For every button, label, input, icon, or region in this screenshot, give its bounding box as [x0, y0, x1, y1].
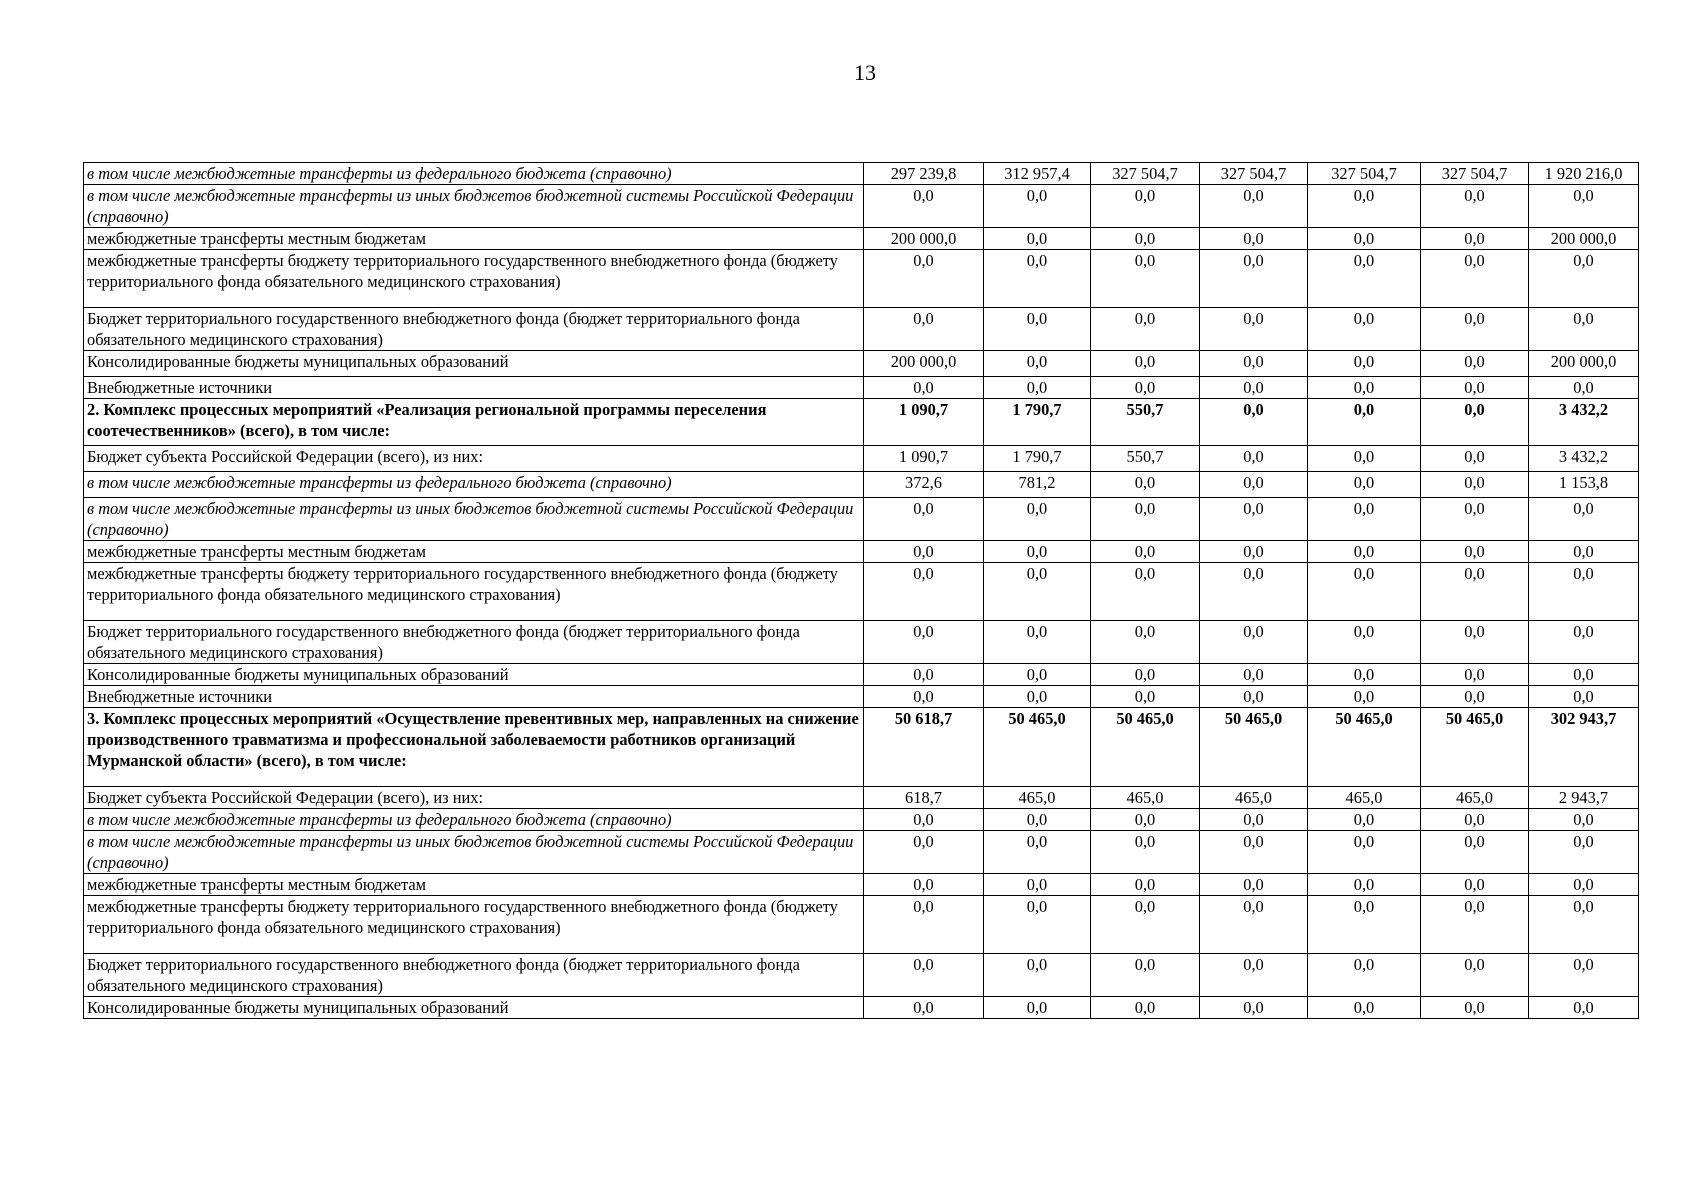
year-value: 0,0 [984, 686, 1091, 708]
row-label: Внебюджетные источники [84, 686, 864, 708]
year-value: 0,0 [1308, 377, 1421, 399]
total-value: 0,0 [1529, 621, 1639, 664]
row-label: Бюджет территориального государственного внебюджетного фонда (бюджет территориального фонда обязательного медицинского страхования) [84, 308, 864, 351]
table-row [84, 831, 1639, 874]
total-value: 3 432,2 [1529, 399, 1639, 446]
table-row [84, 954, 1639, 997]
year-value: 50 465,0 [1308, 708, 1421, 787]
year-value: 0,0 [864, 896, 984, 954]
year-value: 0,0 [1308, 874, 1421, 896]
year-value: 0,0 [1308, 664, 1421, 686]
year-value: 0,0 [864, 498, 984, 541]
year-value: 0,0 [1308, 831, 1421, 874]
year-value: 50 465,0 [1091, 708, 1200, 787]
table-row [84, 446, 1639, 472]
year-value: 0,0 [1421, 472, 1529, 498]
year-value: 0,0 [1091, 185, 1200, 228]
year-value: 0,0 [1091, 563, 1200, 621]
year-value: 465,0 [984, 787, 1091, 809]
year-value: 0,0 [1421, 896, 1529, 954]
year-value: 781,2 [984, 472, 1091, 498]
year-value: 0,0 [1200, 228, 1308, 250]
year-value: 0,0 [1308, 498, 1421, 541]
table-row [84, 686, 1639, 708]
year-value: 0,0 [1091, 896, 1200, 954]
year-value: 0,0 [1200, 308, 1308, 351]
year-value: 0,0 [1421, 831, 1529, 874]
total-value: 3 432,2 [1529, 446, 1639, 472]
row-label: Консолидированные бюджеты муниципальных образований [84, 351, 864, 377]
year-value: 50 618,7 [864, 708, 984, 787]
table-row [84, 896, 1639, 954]
row-label: 3. Комплекс процессных мероприятий «Осуществление превентивных мер, направленных на снижение производственного травматизма и профессиональной заболеваемости работников организаций Мурманской области» (всего), в том числе: [84, 708, 864, 787]
total-value: 0,0 [1529, 308, 1639, 351]
total-value: 0,0 [1529, 541, 1639, 563]
row-label: Консолидированные бюджеты муниципальных образований [84, 664, 864, 686]
row-label: межбюджетные трансферты местным бюджетам [84, 541, 864, 563]
year-value: 0,0 [1200, 686, 1308, 708]
year-value: 0,0 [1091, 377, 1200, 399]
year-value: 0,0 [1308, 399, 1421, 446]
table-row [84, 351, 1639, 377]
year-value: 0,0 [1200, 185, 1308, 228]
year-value: 327 504,7 [1200, 163, 1308, 185]
total-value: 0,0 [1529, 377, 1639, 399]
year-value: 0,0 [1200, 351, 1308, 377]
table-row [84, 250, 1639, 308]
year-value: 312 957,4 [984, 163, 1091, 185]
total-value: 0,0 [1529, 498, 1639, 541]
year-value: 0,0 [864, 874, 984, 896]
year-value: 0,0 [864, 250, 984, 308]
year-value: 0,0 [1091, 831, 1200, 874]
year-value: 0,0 [864, 541, 984, 563]
year-value: 0,0 [1200, 498, 1308, 541]
row-label: 2. Комплекс процессных мероприятий «Реализация региональной программы переселения соотечественников» (всего), в том числе: [84, 399, 864, 446]
year-value: 0,0 [1308, 686, 1421, 708]
year-value: 0,0 [1200, 954, 1308, 997]
year-value: 0,0 [1091, 498, 1200, 541]
total-value: 0,0 [1529, 954, 1639, 997]
year-value: 0,0 [1200, 446, 1308, 472]
row-label: межбюджетные трансферты местным бюджетам [84, 228, 864, 250]
year-value: 0,0 [1091, 621, 1200, 664]
year-value: 0,0 [1308, 185, 1421, 228]
row-label: Бюджет территориального государственного внебюджетного фонда (бюджет территориального фонда обязательного медицинского страхования) [84, 954, 864, 997]
year-value: 0,0 [984, 954, 1091, 997]
year-value: 0,0 [1091, 472, 1200, 498]
total-value: 1 920 216,0 [1529, 163, 1639, 185]
row-label: Консолидированные бюджеты муниципальных образований [84, 997, 864, 1019]
year-value: 0,0 [984, 541, 1091, 563]
table-row [84, 472, 1639, 498]
year-value: 1 790,7 [984, 446, 1091, 472]
year-value: 0,0 [1091, 664, 1200, 686]
year-value: 0,0 [1421, 377, 1529, 399]
year-value: 0,0 [1421, 351, 1529, 377]
table-row [84, 809, 1639, 831]
year-value: 0,0 [984, 664, 1091, 686]
year-value: 0,0 [1421, 809, 1529, 831]
year-value: 465,0 [1308, 787, 1421, 809]
year-value: 0,0 [1308, 896, 1421, 954]
year-value: 0,0 [1200, 563, 1308, 621]
total-value: 0,0 [1529, 664, 1639, 686]
year-value: 0,0 [1421, 997, 1529, 1019]
table-row [84, 621, 1639, 664]
year-value: 0,0 [1091, 250, 1200, 308]
year-value: 50 465,0 [984, 708, 1091, 787]
year-value: 0,0 [1421, 686, 1529, 708]
year-value: 0,0 [1308, 809, 1421, 831]
table-row [84, 185, 1639, 228]
year-value: 0,0 [864, 954, 984, 997]
year-value: 0,0 [984, 308, 1091, 351]
year-value: 0,0 [1200, 399, 1308, 446]
year-value: 0,0 [984, 874, 1091, 896]
year-value: 0,0 [1421, 498, 1529, 541]
year-value: 1 090,7 [864, 446, 984, 472]
year-value: 1 090,7 [864, 399, 984, 446]
year-value: 0,0 [984, 228, 1091, 250]
table-row [84, 228, 1639, 250]
year-value: 0,0 [984, 563, 1091, 621]
year-value: 550,7 [1091, 399, 1200, 446]
row-label: в том числе межбюджетные трансферты из федерального бюджета (справочно) [84, 472, 864, 498]
row-label: Бюджет субъекта Российской Федерации (всего), из них: [84, 446, 864, 472]
row-label: межбюджетные трансферты бюджету территориального государственного внебюджетного фонда (бюджету территориального фонда обязательного медицинского страхования) [84, 250, 864, 308]
year-value: 0,0 [1200, 997, 1308, 1019]
year-value: 0,0 [1421, 563, 1529, 621]
year-value: 0,0 [1308, 446, 1421, 472]
year-value: 0,0 [864, 621, 984, 664]
row-label: межбюджетные трансферты бюджету территориального государственного внебюджетного фонда (бюджету территориального фонда обязательного медицинского страхования) [84, 563, 864, 621]
year-value: 0,0 [1308, 472, 1421, 498]
total-value: 0,0 [1529, 809, 1639, 831]
year-value: 0,0 [864, 664, 984, 686]
year-value: 0,0 [1421, 541, 1529, 563]
budget-table-body [84, 163, 1639, 1019]
year-value: 0,0 [1091, 954, 1200, 997]
year-value: 0,0 [1200, 377, 1308, 399]
year-value: 0,0 [1200, 831, 1308, 874]
year-value: 465,0 [1091, 787, 1200, 809]
total-value: 200 000,0 [1529, 228, 1639, 250]
year-value: 0,0 [1421, 621, 1529, 664]
year-value: 0,0 [1308, 954, 1421, 997]
year-value: 0,0 [864, 809, 984, 831]
year-value: 0,0 [1200, 472, 1308, 498]
total-value: 0,0 [1529, 831, 1639, 874]
year-value: 550,7 [1091, 446, 1200, 472]
year-value: 0,0 [1308, 997, 1421, 1019]
table-row [84, 874, 1639, 896]
year-value: 0,0 [864, 308, 984, 351]
year-value: 0,0 [1421, 664, 1529, 686]
year-value: 0,0 [1308, 308, 1421, 351]
table-row [84, 997, 1639, 1019]
year-value: 0,0 [1308, 563, 1421, 621]
year-value: 0,0 [1308, 621, 1421, 664]
year-value: 0,0 [1308, 228, 1421, 250]
year-value: 0,0 [1200, 541, 1308, 563]
year-value: 0,0 [984, 997, 1091, 1019]
row-label: в том числе межбюджетные трансферты из иных бюджетов бюджетной системы Российской Федерации (справочно) [84, 831, 864, 874]
total-value: 302 943,7 [1529, 708, 1639, 787]
row-label: Бюджет субъекта Российской Федерации (всего), из них: [84, 787, 864, 809]
total-value: 1 153,8 [1529, 472, 1639, 498]
total-value: 0,0 [1529, 874, 1639, 896]
year-value: 327 504,7 [1091, 163, 1200, 185]
year-value: 327 504,7 [1308, 163, 1421, 185]
year-value: 0,0 [1421, 874, 1529, 896]
row-label: Внебюджетные источники [84, 377, 864, 399]
year-value: 0,0 [1421, 446, 1529, 472]
total-value: 0,0 [1529, 563, 1639, 621]
year-value: 0,0 [1091, 308, 1200, 351]
total-value: 0,0 [1529, 185, 1639, 228]
year-value: 0,0 [1200, 809, 1308, 831]
year-value: 0,0 [1091, 541, 1200, 563]
year-value: 0,0 [984, 809, 1091, 831]
year-value: 0,0 [1421, 954, 1529, 997]
total-value: 0,0 [1529, 250, 1639, 308]
year-value: 50 465,0 [1421, 708, 1529, 787]
table-row [84, 308, 1639, 351]
year-value: 0,0 [1421, 228, 1529, 250]
year-value: 0,0 [1091, 351, 1200, 377]
year-value: 0,0 [1421, 250, 1529, 308]
row-label: в том числе межбюджетные трансферты из иных бюджетов бюджетной системы Российской Федерации (справочно) [84, 498, 864, 541]
row-label: в том числе межбюджетные трансферты из федерального бюджета (справочно) [84, 163, 864, 185]
table-row [84, 399, 1639, 446]
year-value: 0,0 [1091, 809, 1200, 831]
table-row [84, 708, 1639, 787]
year-value: 0,0 [984, 621, 1091, 664]
total-value: 0,0 [1529, 997, 1639, 1019]
year-value: 0,0 [1200, 896, 1308, 954]
year-value: 0,0 [984, 831, 1091, 874]
year-value: 0,0 [1091, 686, 1200, 708]
row-label: Бюджет территориального государственного внебюджетного фонда (бюджет территориального фонда обязательного медицинского страхования) [84, 621, 864, 664]
year-value: 0,0 [984, 896, 1091, 954]
row-label: в том числе межбюджетные трансферты из федерального бюджета (справочно) [84, 809, 864, 831]
row-label: в том числе межбюджетные трансферты из иных бюджетов бюджетной системы Российской Федерации (справочно) [84, 185, 864, 228]
year-value: 0,0 [1091, 228, 1200, 250]
year-value: 0,0 [984, 250, 1091, 308]
year-value: 200 000,0 [864, 228, 984, 250]
year-value: 0,0 [984, 351, 1091, 377]
year-value: 465,0 [1200, 787, 1308, 809]
page-number: 13 [854, 60, 876, 85]
year-value: 372,6 [864, 472, 984, 498]
year-value: 0,0 [864, 997, 984, 1019]
year-value: 0,0 [1308, 541, 1421, 563]
year-value: 0,0 [1091, 997, 1200, 1019]
year-value: 0,0 [984, 185, 1091, 228]
year-value: 0,0 [1421, 308, 1529, 351]
total-value: 0,0 [1529, 896, 1639, 954]
table-row [84, 787, 1639, 809]
year-value: 0,0 [1200, 664, 1308, 686]
year-value: 297 239,8 [864, 163, 984, 185]
year-value: 0,0 [864, 831, 984, 874]
table-row [84, 498, 1639, 541]
table-row [84, 664, 1639, 686]
year-value: 50 465,0 [1200, 708, 1308, 787]
budget-table [83, 162, 1639, 1019]
year-value: 200 000,0 [864, 351, 984, 377]
year-value: 465,0 [1421, 787, 1529, 809]
total-value: 0,0 [1529, 686, 1639, 708]
year-value: 1 790,7 [984, 399, 1091, 446]
year-value: 0,0 [1421, 399, 1529, 446]
table-row [84, 541, 1639, 563]
year-value: 0,0 [1421, 185, 1529, 228]
year-value: 0,0 [984, 498, 1091, 541]
year-value: 618,7 [864, 787, 984, 809]
total-value: 200 000,0 [1529, 351, 1639, 377]
year-value: 0,0 [1200, 621, 1308, 664]
table-row [84, 377, 1639, 399]
table-row [84, 163, 1639, 185]
year-value: 0,0 [984, 377, 1091, 399]
row-label: межбюджетные трансферты бюджету территориального государственного внебюджетного фонда (бюджету территориального фонда обязательного медицинского страхования) [84, 896, 864, 954]
year-value: 327 504,7 [1421, 163, 1529, 185]
year-value: 0,0 [864, 563, 984, 621]
year-value: 0,0 [1091, 874, 1200, 896]
year-value: 0,0 [1308, 351, 1421, 377]
year-value: 0,0 [864, 377, 984, 399]
year-value: 0,0 [864, 185, 984, 228]
year-value: 0,0 [1200, 250, 1308, 308]
year-value: 0,0 [1200, 874, 1308, 896]
year-value: 0,0 [864, 686, 984, 708]
total-value: 2 943,7 [1529, 787, 1639, 809]
row-label: межбюджетные трансферты местным бюджетам [84, 874, 864, 896]
table-row [84, 563, 1639, 621]
year-value: 0,0 [1308, 250, 1421, 308]
